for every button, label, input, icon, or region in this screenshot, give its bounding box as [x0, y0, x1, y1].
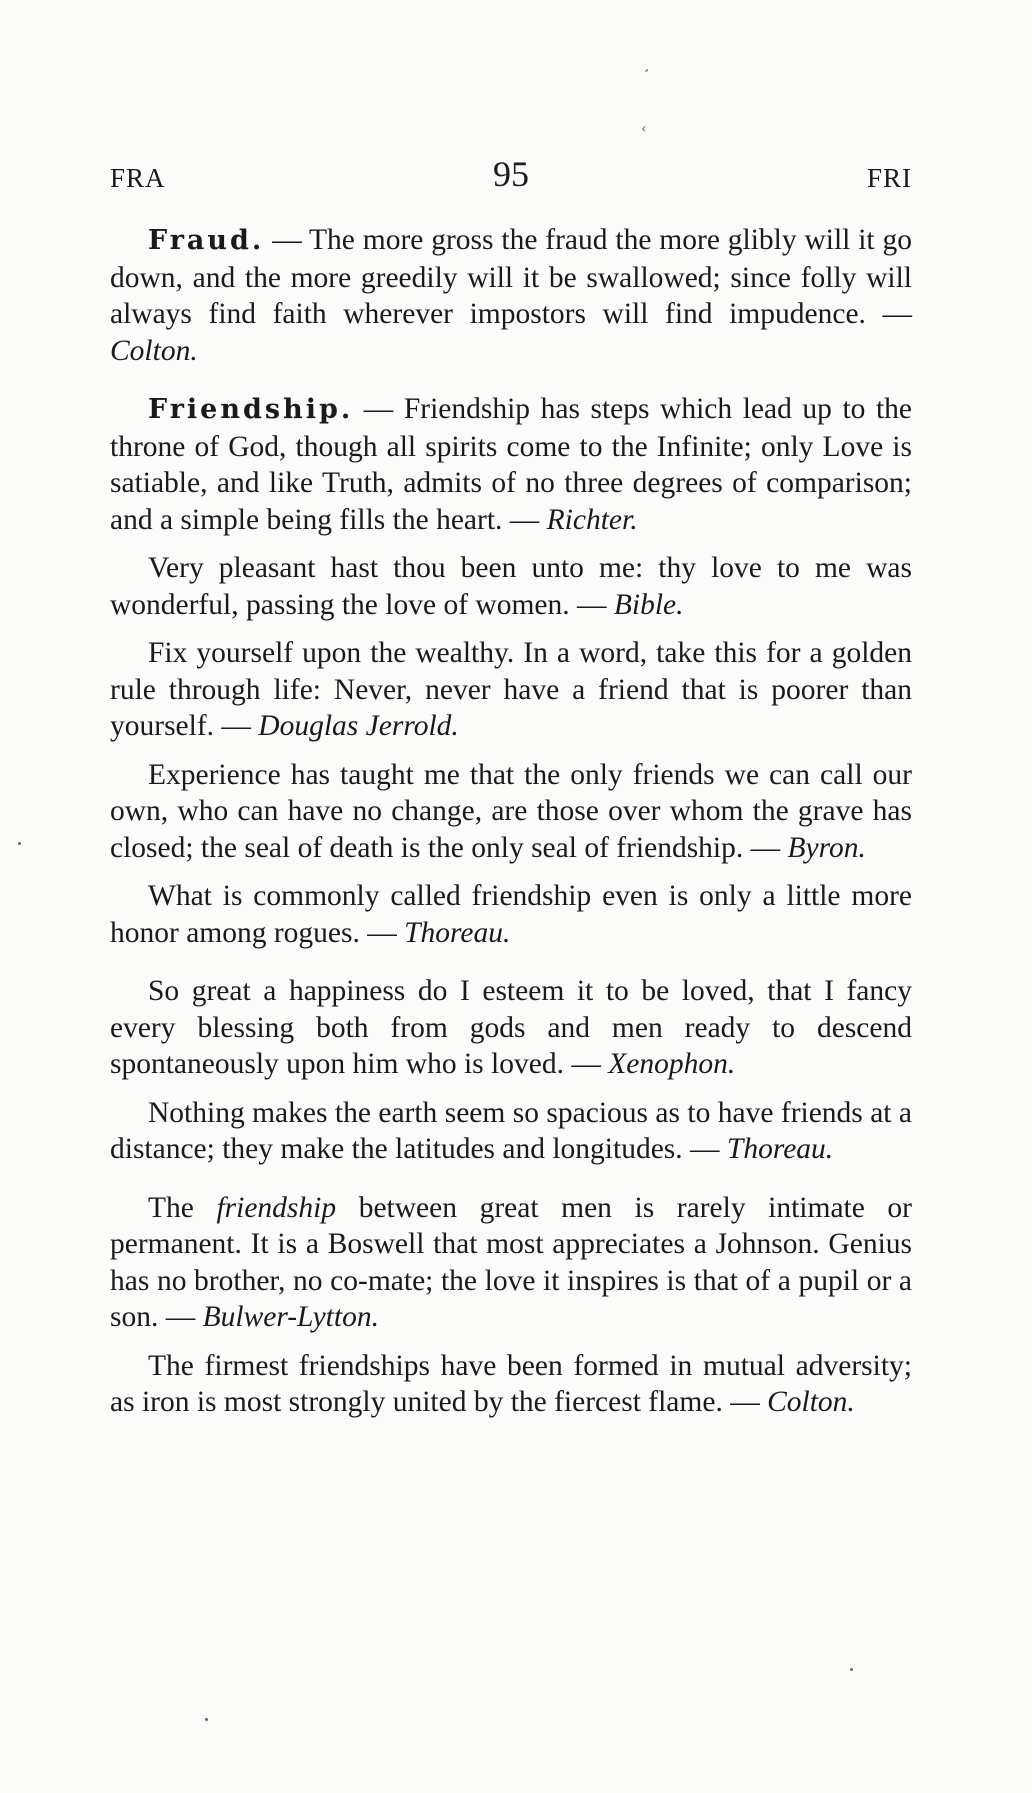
emphasized-word: friendship: [216, 1191, 337, 1224]
header-right-guide-word: FRI: [866, 163, 912, 193]
quote-text: Fix yourself upon the wealthy. In a word, take this for a golden rule through life: Never, never have a friend that is poorer than yourself.: [110, 637, 912, 742]
quote-paragraph: The firmest friendships have been formed in mutual adversity; as iron is most strongly united by the fiercest flame. — Colton.: [110, 1349, 912, 1418]
quote-paragraph: Nothing makes the earth seem so spacious as to have friends at a distance; they make the latitudes and longitudes. — Thoreau.: [110, 1096, 912, 1165]
quote-paragraph: So great a happiness do I esteem it to be loved, that I fancy every blessing both from gods and men ready to descend spontaneously upon him who is loved. — Xenophon.: [110, 975, 912, 1080]
quotations-body: [110, 222, 912, 1433]
quote-paragraph: What is commonly called friendship even is only a little more honor among rogues. — Thoreau.: [110, 880, 912, 949]
quote-text: Very pleasant hast thou been unto me: thy love to me was wonderful, passing the love of women.: [110, 552, 912, 621]
quote-paragraph: Experience has taught me that the only friends we can call our own, who can have no change, are those over whom the grave has closed; the seal of death is the only seal of friendship. — Byron.: [110, 758, 912, 864]
quote-author: Thoreau.: [404, 916, 511, 949]
entry-keyword: Fraud.: [148, 225, 265, 256]
quote-paragraph: Fix yourself upon the wealthy. In a word, take this for a golden rule through life: Never, never have a friend that is poorer than yourself. — Douglas Jerrold.: [110, 637, 912, 742]
ink-speck: ‹: [641, 121, 647, 137]
quote-paragraph: The friendship between great men is rarely intimate or permanent. It is a Boswell that most appreciates a Johnson. Genius has no brother, no co-mate; the love it inspires is that of a pupil or a son. — Bulwer-Lytton.: [110, 1191, 912, 1333]
quote-author: Byron.: [787, 831, 866, 864]
quote-text: Friendship has steps which lead up to the throne of God, though all spirits come to the Infinite; only Love is satiable, and like Truth, admits of no three degrees of comparison; and a simple being fills the heart.: [110, 393, 913, 536]
entry-keyword: Friendship.: [148, 394, 354, 425]
quote-author: Bulwer-Lytton.: [202, 1301, 379, 1333]
ink-speck: ¸: [643, 57, 650, 73]
quote-text: Experience has taught me that the only friends we can call our own, who can have no change, are those over whom the grave has closed; the seal of death is the only seal of friendship.: [110, 758, 912, 864]
quote-text: The firmest friendships have been formed in mutual adversity; as iron is most strongly united by the fiercest flame.: [110, 1349, 912, 1418]
page-number: 95: [493, 154, 529, 194]
entry-fraud: Fraud. — The more gross the fraud the more glibly will it go down, and the more greedily will it be swallowed; since folly will always find faith wherever impostors will find impudence. — Colton.: [110, 224, 913, 367]
quote-paragraph: Very pleasant hast thou been unto me: thy love to me was wonderful, passing the love of women. — Bible.: [110, 552, 912, 621]
quote-text: The more gross the fraud the more glibly will it go down, and the more greedily will it be swallowed; since folly will always find faith wherever impostors will find impudence.: [110, 224, 912, 330]
running-header: [110, 153, 912, 203]
quote-author: Thoreau.: [726, 1133, 834, 1165]
quote-author: Douglas Jerrold.: [258, 710, 459, 742]
entry-friendship: Friendship. — Friendship has steps which lead up to the throne of God, though all spirits come to the Infinite; only Love is satiable, and like Truth, admits of no three degrees of comparison; and a simple being fills the heart. — Richter.: [110, 393, 913, 536]
paper-speck: [850, 1668, 853, 1671]
header-left-guide-word: FRA: [110, 163, 166, 193]
quote-author: Xenophon.: [608, 1048, 736, 1080]
quote-text: So great a happiness do I esteem it to be loved, that I fancy every blessing both from gods and men ready to descend spontaneously upon him who is loved.: [110, 975, 912, 1080]
quote-text: What is commonly called friendship even is only a little more honor among rogues.: [110, 880, 912, 949]
paper-speck: [18, 842, 21, 845]
quote-author: Richter.: [546, 503, 638, 536]
quote-author: Colton.: [110, 334, 198, 367]
paper-speck: [205, 1718, 208, 1721]
quote-author: Colton.: [767, 1386, 855, 1418]
quote-text: Nothing makes the earth seem so spacious as to have friends at a distance; they make the latitudes and longitudes.: [110, 1096, 912, 1165]
quote-author: Bible.: [613, 588, 684, 621]
